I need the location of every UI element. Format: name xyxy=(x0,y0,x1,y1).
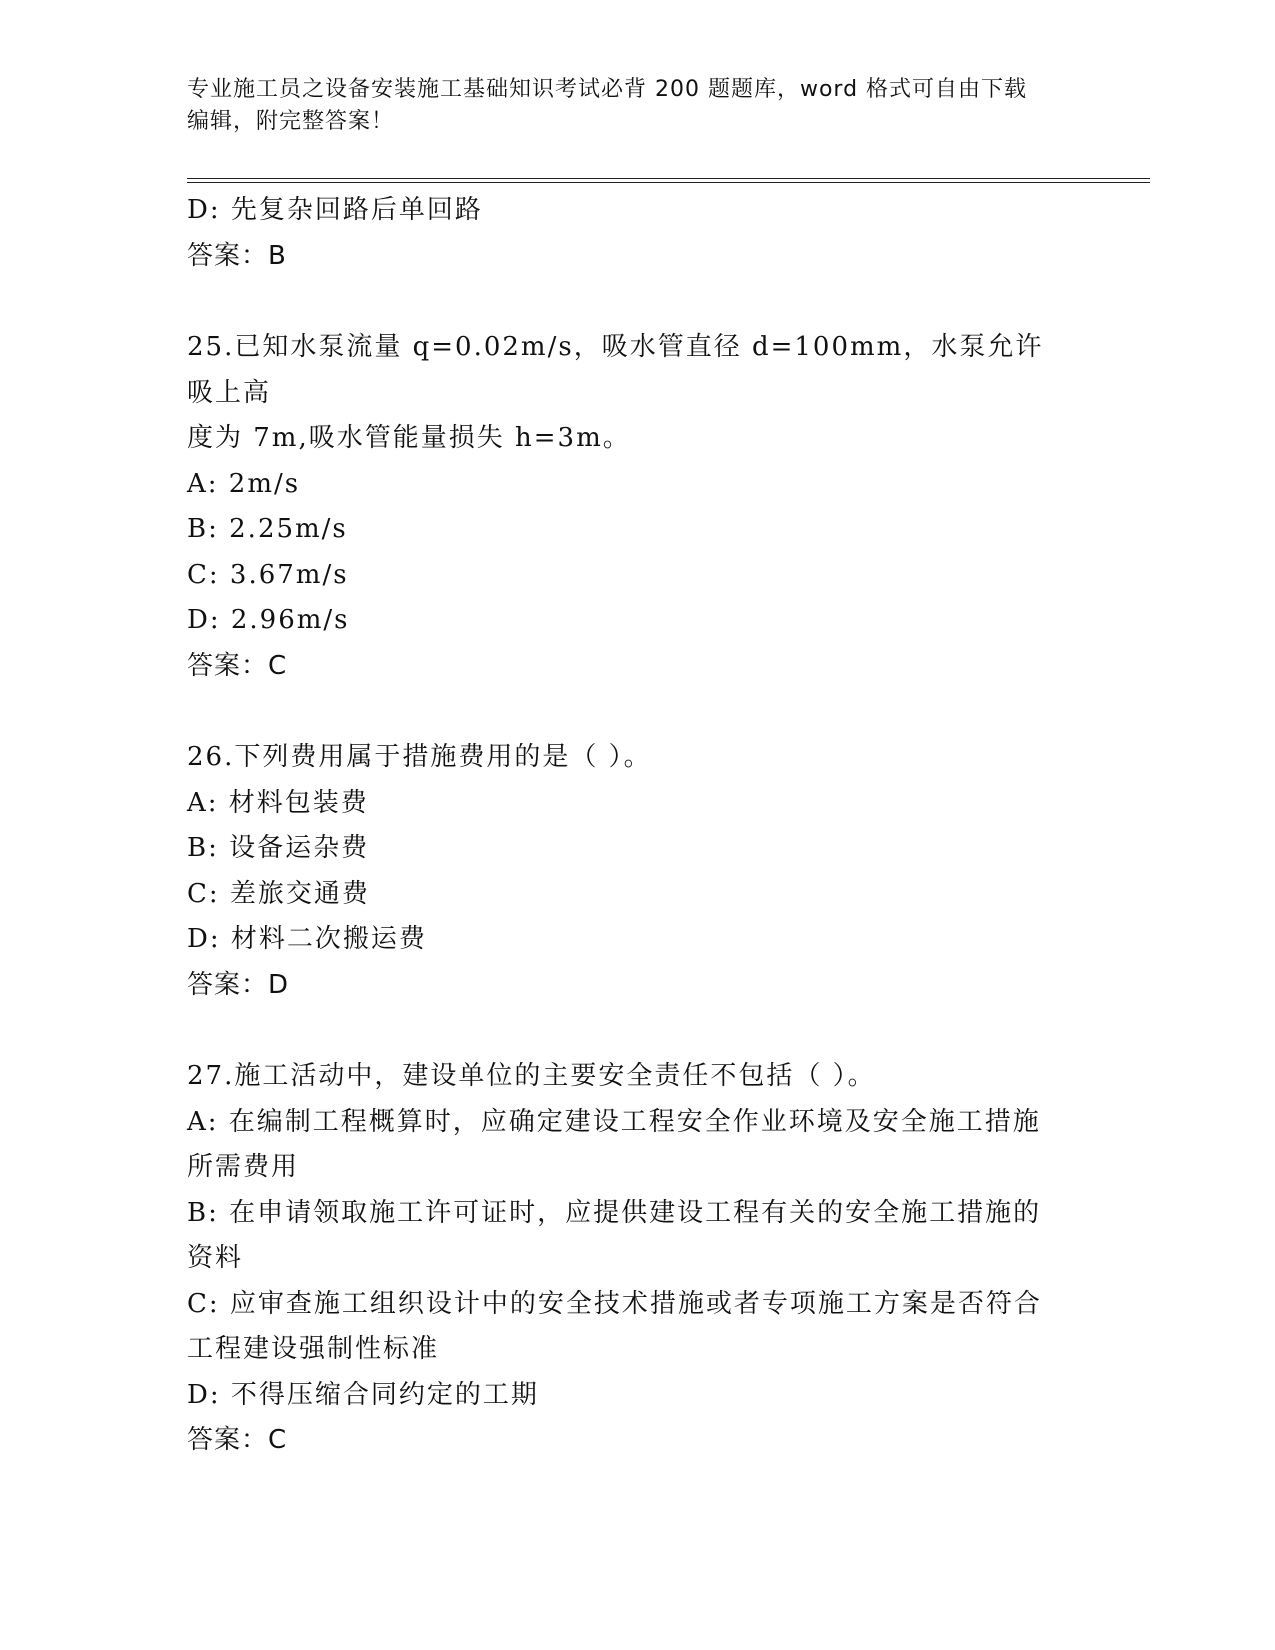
option-d: D: 材料二次搬运费 xyxy=(187,924,427,954)
option-b: B: 在申请领取施工许可证时，应提供建设工程有关的安全施工措施的 xyxy=(187,1197,1042,1228)
header-divider-bottom xyxy=(187,182,1150,183)
option-a: A: 在编制工程概算时，应确定建设工程安全作业环境及安全施工措施 xyxy=(187,1106,1041,1137)
option-c: C: 3.67m/s xyxy=(187,559,349,590)
header-title-line-2: 编辑，附完整答案！ xyxy=(187,109,395,134)
option-b-continued: 资料 xyxy=(187,1243,244,1273)
option-c-continued: 工程建设强制性标准 xyxy=(187,1334,440,1364)
option-c: C: 差旅交通费 xyxy=(187,878,370,909)
answer-line: 答案：C xyxy=(187,650,288,681)
option-a: A: 材料包装费 xyxy=(187,787,369,818)
answer-line: 答案：D xyxy=(187,969,290,1000)
option-d: D: 不得压缩合同约定的工期 xyxy=(187,1379,539,1410)
question-stem: 27.施工活动中，建设单位的主要安全责任不包括（ ）。 xyxy=(187,1061,876,1091)
header-title-line-1: 专业施工员之设备安装施工基础知识考试必背 200 题题库，word 格式可自由下载 xyxy=(187,77,1028,102)
option-a-continued: 所需费用 xyxy=(187,1152,300,1182)
option-a: A: 2m/s xyxy=(187,468,301,499)
option-b: B: 2.25m/s xyxy=(187,514,348,544)
option-b: B: 设备运杂费 xyxy=(187,833,370,863)
option-d: D: 2.96m/s xyxy=(187,605,350,635)
answer-line: 答案：C xyxy=(187,1425,288,1455)
question-stem-continued: 度为 7m,吸水管能量损失 h=3m。 xyxy=(187,423,631,453)
question-26 xyxy=(187,735,1067,1008)
option-d: D: 先复杂回路后单回路 xyxy=(187,195,483,225)
question-content xyxy=(187,188,1067,1464)
question-27 xyxy=(187,1054,1067,1464)
question-stem: 25.已知水泵流量 q=0.02m/s，吸水管直径 d=100mm，水泵允许吸上高 xyxy=(187,332,1044,408)
answer-line: 答案：B xyxy=(187,240,287,271)
question-stem: 26.下列费用属于措施费用的是（ ）。 xyxy=(187,742,652,772)
page-header xyxy=(187,74,1087,138)
question-25 xyxy=(187,325,1067,689)
previous-question-tail xyxy=(187,188,1067,279)
header-divider-top xyxy=(187,178,1150,179)
option-c: C: 应审查施工组织设计中的安全技术措施或者专项施工方案是否符合 xyxy=(187,1288,1042,1319)
